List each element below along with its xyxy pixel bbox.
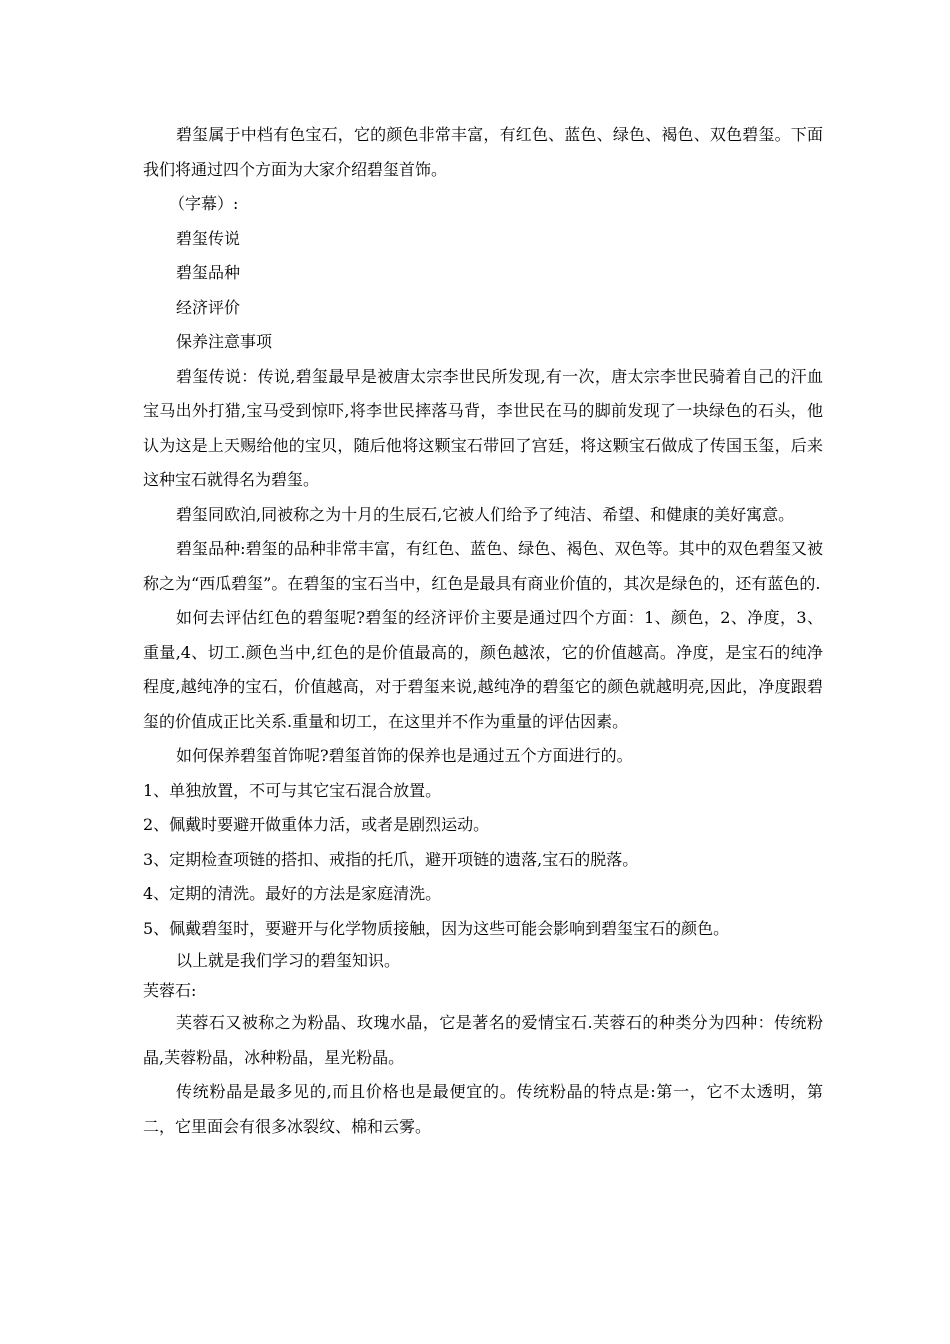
topic-legend: 碧玺传说 xyxy=(176,228,241,248)
rose-quartz-traditional-paragraph: 传统粉晶是最多见的,而且价格也是最便宜的。传统粉晶的特点是:第一，它不太透明，第二，它里面会有很多冰裂纹、棉和云雾。 xyxy=(143,1082,823,1136)
care-item-1: 1、单独放置，不可与其它宝石混合放置。 xyxy=(143,780,442,800)
subtitle-label: （字幕）: xyxy=(169,194,239,213)
topic-varieties: 碧玺品种 xyxy=(176,263,241,282)
evaluation-paragraph: 如何去评估红色的碧玺呢?碧玺的经济评价主要是通过四个方面：1、颜色，2、净度，3、重量,4、切工.颜色当中,红色的是价值最高的，颜色越浓，它的价值越高。净度，是宝石的纯净程度,越纯净的宝石，价值越高，对于碧玺来说,越纯净的碧玺它的颜色就越明亮,因此，净度跟碧玺的价值成正比关系.重量和切工，在这里并不作为重量的评估因素。 xyxy=(143,608,823,731)
rose-quartz-intro-paragraph: 芙蓉石又被称之为粉晶、玫瑰水晶，它是著名的爱情宝石.芙蓉石的种类分为四种：传统粉晶,芙蓉粉晶，冰种粉晶，星光粉晶。 xyxy=(143,1013,823,1067)
varieties-paragraph: 碧玺品种:碧玺的品种非常丰富，有红色、蓝色、绿色、褐色、双色等。其中的双色碧玺又被称之为“西瓜碧玺”。在碧玺的宝石当中，红色是最具有商业价值的，其次是绿色的，还有蓝色的. xyxy=(143,539,823,593)
care-item-5: 5、佩戴碧玺时，要避开与化学物质接触，因为这些可能会影响到碧玺宝石的颜色。 xyxy=(143,918,730,938)
care-intro-paragraph: 如何保养碧玺首饰呢?碧玺首饰的保养也是通过五个方面进行的。 xyxy=(176,746,633,765)
topic-evaluation: 经济评价 xyxy=(176,297,241,317)
document-body xyxy=(143,118,823,1144)
birthstone-paragraph: 碧玺同欧泊,同被称之为十月的生辰石,它被人们给予了纯洁、希望、和健康的美好寓意。 xyxy=(176,504,795,524)
topic-care: 保养注意事项 xyxy=(176,332,273,351)
care-item-3: 3、定期检查项链的搭扣、戒指的托爪，避开项链的遗落,宝石的脱落。 xyxy=(143,849,639,869)
summary-paragraph: 以上就是我们学习的碧玺知识。 xyxy=(176,951,401,970)
legend-paragraph: 碧玺传说：传说,碧玺最早是被唐太宗李世民所发现,有一次，唐太宗李世民骑着自己的汗血宝马出外打猎,宝马受到惊吓,将李世民摔落马背，李世民在马的脚前发现了一块绿色的石头，他认为这是上天赐给他的宝贝，随后他将这颗宝石带回了宫廷，将这颗宝石做成了传国玉玺，后来这种宝石就得名为碧玺。 xyxy=(143,366,823,489)
intro-paragraph: 碧玺属于中档有色宝石，它的颜色非常丰富，有红色、蓝色、绿色、褐色、双色碧玺。下面我们将通过四个方面为大家介绍碧玺首饰。 xyxy=(143,125,823,179)
rose-quartz-heading: 芙蓉石: xyxy=(143,981,197,1000)
care-item-4: 4、定期的清洗。最好的方法是家庭清洗。 xyxy=(143,884,442,903)
care-item-2: 2、佩戴时要避开做重体力活，或者是剧烈运动。 xyxy=(143,815,490,834)
